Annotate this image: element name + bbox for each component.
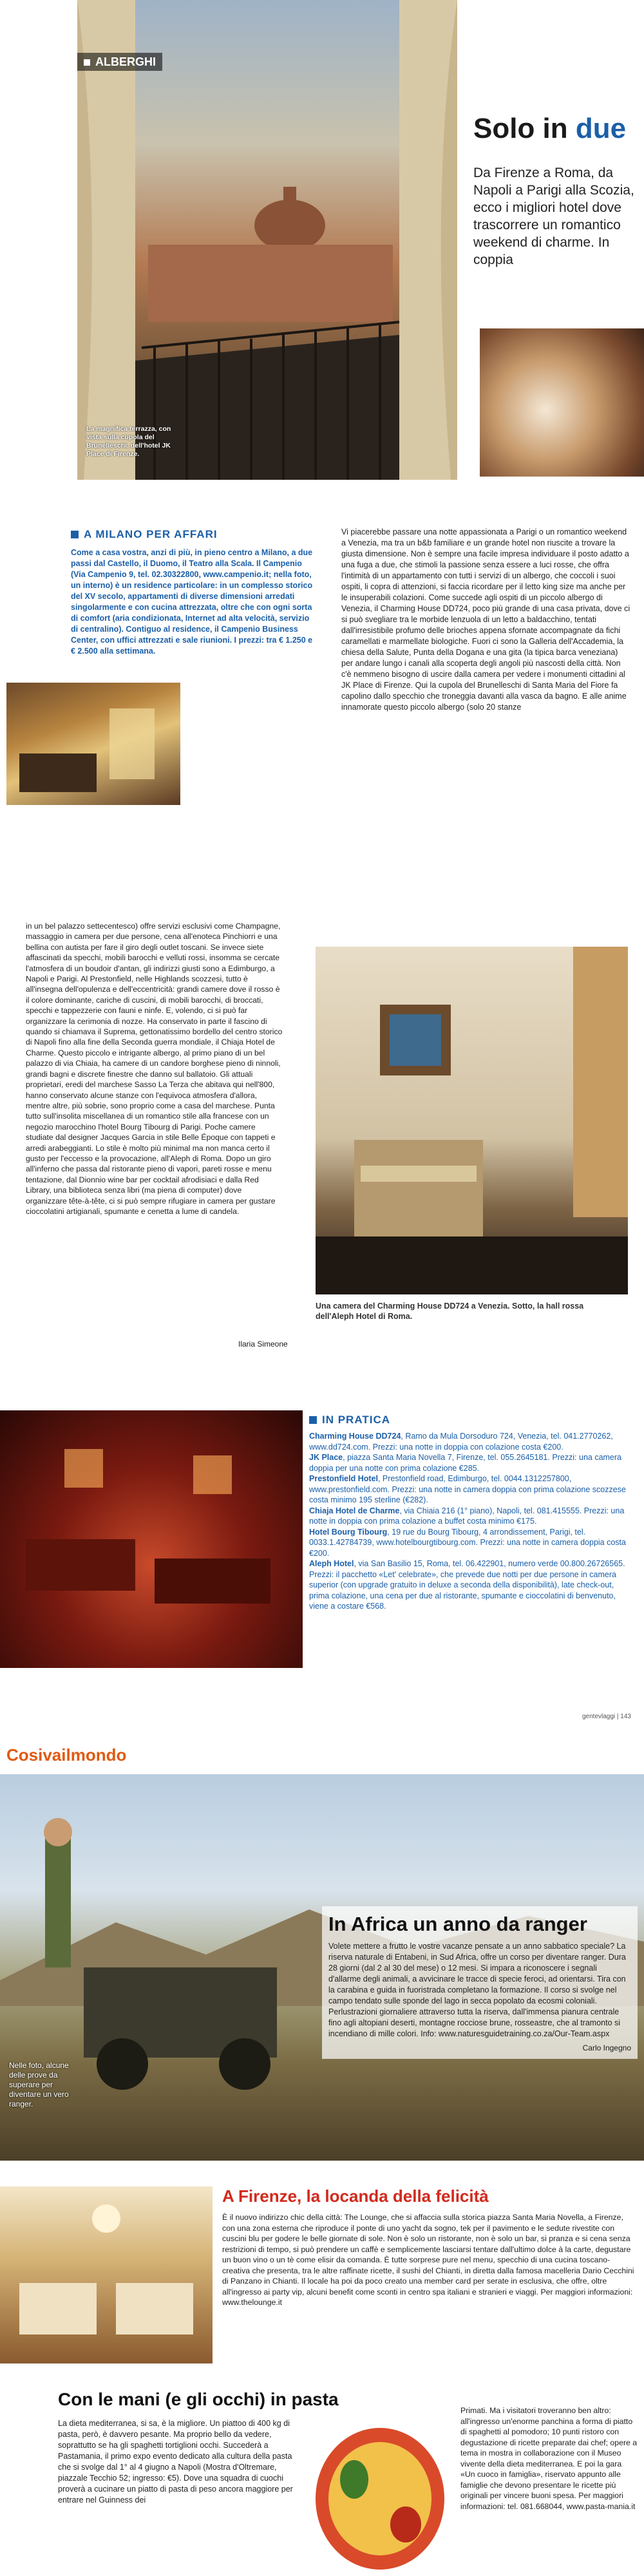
firenze-body: È il nuovo indirizzo chic della città: The Lounge, che si affaccia sulla storica piazza Santa Maria Novella, a Firenze, con una zona esterna che riproduce il ponte di uno yacht da sogno, tek per il pavimento e le sedute rivestite con cuscini blu per godere le belle giornate di sole. Non è solo un ristorante, non è solo un bar, si pranza e si cena senza restrizioni di tempo, si può prendere un caffè e semplicemente lasciarsi tentare dall'ultimo dolce à la carte, degustare un buon vino o un tè come elisir da comanda. È tutte sorprese pure nel menu, specchio di una cucina toscano-creativa che presenta, tra le altre raffinate ricette, il sushi del Chianti, in diretta dalla famosa macelleria Dario Cecchini di Panzano in Chianti. Il locale ha poi da poco creato una member card per serate in esclusiva, che offre, oltre all'ingresso ai party vip, alcuni benefit come sconti in centro spa italiani e stranieri e viaggi. Per maggiori informazioni: www.thelounge.it — [222, 2213, 634, 2307]
detail-photo — [480, 328, 644, 477]
lounge-illustration — [0, 2186, 213, 2363]
heading-square-icon — [71, 531, 79, 538]
pratica-entry: Prestonfield Hotel, Prestonfield road, Edimburgo, tel. 0044.1312257800, www.prestonfield.com. Prezzi: una notte in camera doppia con prima colazione scozzese costa minimo 195 sterline (€282). — [309, 1474, 626, 1504]
section-kicker: Cosivailmondo — [6, 1745, 127, 1765]
title-due: due — [575, 113, 627, 144]
red-hall-illustration — [0, 1410, 303, 1668]
pasta-col2: Primati. Ma i visitatori troveranno ben altro: all'ingresso un'enorme panchina a forma di piatto di spaghetti al pomodoro; 10 punti ristoro con degustazione di ricette preparate dai chef; opere a tema in mostra in collaborazione con il Museo vivente della dieta mediterranea. E poi la gara «Un cuoco in famiglia», riservato appunto alle famiglie che devono presentare le ricette più originali per vincere buoni spesa. Per maggiori informazioni: tel. 081.668044, www.pasta-mania.it — [460, 2406, 638, 2511]
pratica-heading — [309, 1414, 390, 1426]
pasta-illustration — [309, 2415, 451, 2576]
pasta-title: Con le mani (e gli occhi) in pasta — [58, 2389, 339, 2409]
intro-column: Vi piacerebbe passare una notte appassionata a Parigi o un romantico weekend a Venezia, ma tra un b&b familiare e un grande hotel non riuscite a trovare la giusta dimensione. Non è sempre una facile impresa individuare il posto adatto a una fuga a due, che stimoli la passione senza essere a luci rosse, che offra l'intimità di un appartamento con tutti i servizi di un albergo, che coccoli i suoi ospiti, li copra di attenzioni, si faccia ricordare per il letto king size ma anche per le insuperabili colazioni. Come succede agli ospiti di un piccolo albergo di Venezia, il Charming House DD724, poco più grande di una casa privata, dove ci si può svegliare tra le morbide lenzuola di un letto a baldacchino, tentati dall'irresistibile profumo delle brioches appena sfornate accompagnate da fichi caramellati e marmellate biologiche. Fuori ci sono la Galleria dell'Accademia, la chiesa della Salute, Punta della Dogana e una gita (la tipica barca veneziana) per andare lungo i canali alla scoperta degli angoli più nascosti della città. Non c'è nemmeno bisogno di uscire dalla camera per vedere i monumenti cittadini al JK Place di Firenze. Qui la cupola del Brunelleschi di Santa Maria del Fiore fa capolino dallo specchio che troneggia davanti alla vasca da bagno. E alle anime innamorate questo piccolo albergo (solo 20 stanze — [341, 527, 630, 712]
section-label — [77, 53, 162, 71]
campenio-photo — [6, 683, 180, 805]
strip-alberghi-header — [0, 0, 644, 489]
strip-firenze — [0, 2183, 644, 2376]
strip-milano — [0, 522, 644, 857]
africa-author: Carlo Ingegno — [582, 2043, 631, 2052]
pratica-entry: Hotel Bourg Tibourg, 19 rue du Bourg Tibourg, 4 arrondissement, Parigi, tel. 0033.1.42784739, www.hotelbourgtibourg.com. Prezzi: una notte in camera doppia costa €200. — [309, 1527, 626, 1558]
pratica-square-icon — [309, 1416, 317, 1424]
pratica-entry: JK Place, piazza Santa Maria Novella 7, Firenze, tel. 055.2645181. Prezzi: una camera doppia per una notte con prima colazione €285. — [309, 1453, 621, 1473]
campenio-interior — [6, 683, 180, 805]
strip-pasta — [0, 2383, 644, 2576]
pratica-entry: Charming House DD724, Ramo da Mula Dorsoduro 724, Venezia, tel. 041.2770262, www.dd724.com. Prezzi: una notte in doppia con colazione costa €200. — [309, 1432, 613, 1452]
milano-heading — [71, 528, 218, 541]
firenze-title: A Firenze, la locanda della felicità — [222, 2186, 489, 2206]
room-illustration — [316, 947, 628, 1294]
strip-in-pratica — [0, 1410, 644, 1732]
page-footer: gentevlaggi | 143 — [582, 1713, 631, 1720]
section-label-text: ALBERGHI — [95, 55, 156, 68]
milano-heading-text: A MILANO PER AFFARI — [84, 528, 218, 540]
page-title — [473, 113, 626, 145]
author-signature: Ilaria Simeone — [238, 1340, 288, 1349]
africa-title: In Africa un anno da ranger — [328, 1913, 587, 1935]
terrace-photo — [77, 0, 457, 480]
lounge-photo — [0, 2186, 213, 2363]
pasta-photo — [309, 2415, 451, 2576]
africa-text-panel — [322, 1906, 638, 2059]
photo-caption: La magnifica terrazza, con vista sulla cupola del Brunelleschi, dell'hotel JK Place di Firenze. — [86, 425, 171, 458]
pratica-heading-text: IN PRATICA — [322, 1414, 391, 1426]
milano-box-text: Come a casa vostra, anzi di più, in pieno centro a Milano, a due passi dal Castello, il Duomo, il Teatro alla Scala. Il Campenio (Via Campenio 9, tel. 02.30322800, www.campenio.it; nella foto, un interno) è un residence particolare: in un complesso storico del XV secolo, appartamenti di diverse dimensioni arredati singolarmente e con cucina attrezzata, oltre che con ogni sorta di comfort (aria condizionata, Internet ad alta velocità, servizio di centralino). Contiguo al residence, il Campenio Business Center, con uffici attrezzati e sale riunioni. I prezzi: tra € 1.250 e € 2.500 alla settimana. — [71, 548, 313, 656]
aleph-hall-photo — [0, 1410, 303, 1668]
pasta-col1: La dieta mediterranea, si sa, è la migliore. Un piattoo di 400 kg di pasta, però, è davvero pesante. Ma proprio bello da vedere, soprattutto se ha gli spaghetti tortiglioni occhi. Succederà a Pastamania, il primo expo evento dedicato alla cultura della pasta che si svolge dal 1° al 4 giugno a Napoli (Mostra d'Oltremare, piazzale Tecchio 52; ingresso: €5). Dove una squadra di cuochi proverà a cucinare un piatto di pasta di peso ancora maggiore per entrare nel Guinness dei — [58, 2419, 293, 2505]
strip-hotels — [0, 889, 644, 1378]
hotels-column: in un bel palazzo settecentesco) offre servizi esclusivi come Champagne, massaggio in camera per due persone, cena all'enoteca Pinchiorri e una bellina con autista per fare il giro degli outlet toscani. Se invece siete affascinati da specchi, mobili barocchi e velluti rossi, insomma se cercate l'atmosfera di un boudoir d'antan, gli indirizzi giusti sono a Edimburgo, a Napoli e Parigi. Al Prestonfield, nelle Highlands scozzesi, tutto è all'insegna dell'opulenza e dell'eccentricità: grandi camere dove il rosso è il colore dominante, cariche di cuscini, di mobili barocchi, di broccati, specchi e tappezzerie con fauni e ninfe. E, volendo, ci si può far organizzare la cerimonia di nozze. Ha conservato in parte il fascino di quando si chiamava il Suprema, gettonatissimo bordello del centro storico di Napoli fino alla fine della Seconda guerra mondiale, il Chiaja Hotel de Charme. Questo piccolo e intrigante albergo, al primo piano di un bel palazzo di via Chiaia, ha camere di un candore borghese pieno di ninnoli, grandi bagni e discrete finestre che danno sul ballatoio. Gli attuali proprietari, eredi del marchese Sasso La Terza che abitava qui nell'800, hanno conservato alcune stanze con l'equivoca atmosfera d'allora, mentre altre, più sobrie, sono proprio come a casa del marchese. Punta tutto sull'insolita miscellanea di un romantico stile alla francese con un negozio marocchino l'hotel Bourg Tibourg di Parigi. Poche camere studiate dal designer Jacques Garcia in stile Belle Époque con tappeti e arredi arabeggianti. Lo stile è molto più minimal ma non manca certo il gusto per l'eccesso e la provocazione, all'Aleph di Roma. Dopo un giro all'inferno che passa dal ristorante pieno di vapori, pareti rosse e menu tentazione, dal Dionnio wine bar per cocktail afrodisiaci e dalla Red Library, una biblioteca senza libri (ma piena di computer) dove organizzare tête-à-tête, ci si può sempre rifugiare in camera per gustare cioccolatini artigianali, spumante e cenetta a lume di candela. — [26, 922, 283, 1216]
terrace-illustration — [77, 0, 457, 480]
venezia-caption: Una camera del Charming House DD724 a Venezia. Sotto, la hall rossa dell'Aleph Hotel di Roma. — [316, 1302, 584, 1321]
africa-body: Volete mettere a frutto le vostre vacanze pensate a un anno sabbatico speciale? La riserva naturale di Entabeni, in Sud Africa, offre un corso per diventare ranger. Dura 28 giorni (dal 2 al 30 del mese) o 12 mesi. Si impara a riconoscere i segnali d'allarme degli animali, a avvicinare le tracce di specie feroci, ad orientarsi. Tira con la carabina e guida in fuoristrada completano la formazione. Il corso si svolge nel campo tendato sulle sponde del lago in secca popolato da ecosmi coloniali. Perlustrazioni giornaliere attraverso tutta la riserva, dall'immensa pianura centrale fino agli altopiani deserti, montagne rocciose brune, rosseastre, che al tramonto si incendiano di mille colori. Info: www.naturesguidetraining.co.za/Our-Team.aspx — [328, 1942, 626, 2038]
lead-paragraph: Da Firenze a Roma, da Napoli a Parigi alla Scozia, ecco i migliori hotel dove trascorrere un romantico weekend di charme. In coppia — [473, 166, 634, 267]
pratica-entry: Chiaja Hotel de Charme, via Chiaia 216 (1° piano), Napoli, tel. 081.415555. Prezzi: una notte in doppia con prima colazione a buffet costa minimo €175. — [309, 1506, 625, 1526]
ranger-caption: Nelle foto, alcune delle prove da superare per diventare un vero ranger. — [9, 2061, 69, 2108]
venezia-room-photo — [316, 947, 628, 1294]
pratica-entry: Aleph Hotel, via San Basilio 15, Roma, tel. 06.422901, numero verde 00.800.26726565. Prezzi: il pacchetto «Let' celebrate», che prevede due notti per due persone in camera superior (con upgrade gratuito in deluxe a seconda della disponibilità), late check-out, prima colazione, una cena per due al ristorante, spumante e cioccolatini di benvenuto, viene a costare €568. — [309, 1559, 625, 1611]
strip-africa — [0, 1739, 644, 2177]
title-solo: Solo in — [473, 113, 568, 144]
pratica-list — [309, 1431, 631, 1612]
section-square-icon — [84, 59, 90, 66]
